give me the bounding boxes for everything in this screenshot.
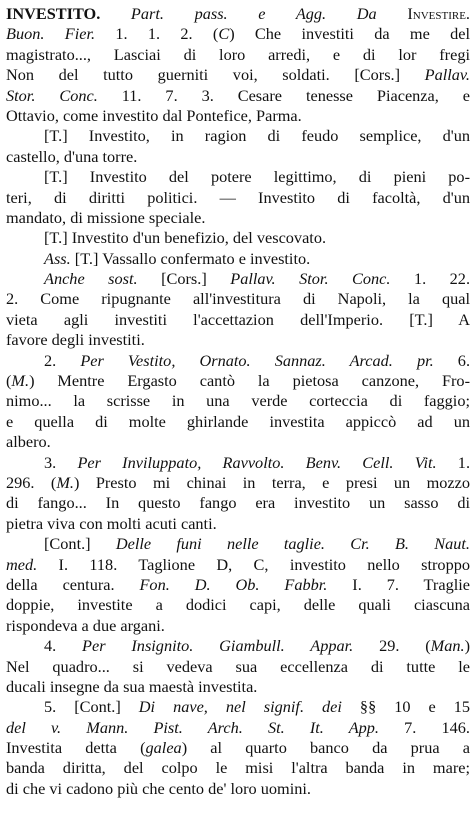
text-run: (: [6, 371, 12, 391]
entry-line: [6, 412, 470, 432]
entry-line: [6, 453, 470, 473]
citation-italic: Buon. Fier.: [6, 24, 96, 44]
headword: INVESTITO.: [6, 4, 101, 23]
text-run: 5. [Cont.]: [44, 697, 139, 717]
entry-line: [6, 249, 470, 269]
text-run: ) Mentre Ergasto cantò la pietosa canzone, Fro-: [29, 371, 470, 391]
text-run: 3.: [44, 452, 78, 472]
entry-line: [6, 575, 470, 595]
text-run: [Cors.]: [137, 269, 231, 289]
text-run: 2. Come ripugnante all'investitura di Napoli, la qual: [6, 289, 470, 309]
text-run: 2.: [44, 350, 81, 370]
text-run: nimo... la scrisse in una verde corteccia di faggio;: [6, 391, 470, 411]
entry-line: [6, 228, 470, 248]
entry-line: [6, 677, 470, 697]
citation-italic: C: [218, 24, 230, 44]
citation-italic: M.: [11, 371, 30, 391]
text-run: 1. 1. 2. (: [95, 24, 219, 44]
text-run: vieta agli investiti l'accettazion dell'Imperio. [T.] A: [6, 309, 470, 329]
entry-line: [6, 616, 470, 636]
citation-italic: Pallav. Stor. Conc.: [230, 269, 391, 289]
text-run: di che vi cadono più che cento de' loro uomini.: [6, 778, 311, 798]
text-run: [T.] Investito del potere legittimo, di pieni po-: [44, 167, 470, 187]
text-run: ducali insegne da sua maestà investita.: [6, 676, 258, 696]
entry-line: [6, 147, 470, 167]
text-run: banda diritta, del colpo le misi l'altra banda in mare;: [6, 758, 470, 778]
text-run: ) Che investiti da me del: [229, 24, 470, 44]
text-run: 1. 22.: [390, 269, 470, 289]
citation-italic: Per Inviluppato, Ravvolto. Benv. Cell. Vit.: [77, 452, 437, 472]
citation-italic: Delle funi nelle taglie. Cr. B. Naut.: [115, 534, 470, 554]
text-run: Non del tutto guerniti voi, soldati. [Cors.]: [6, 65, 425, 85]
text-run: castello, d'una torre.: [6, 146, 138, 166]
citation-italic: Fon. D. Ob. Fabbr.: [139, 574, 328, 594]
text-run: [T.] Investito d'un benefizio, del vescovato.: [44, 228, 327, 248]
entry-line: [6, 330, 470, 350]
text-run: ) al quarto banco da prua a: [181, 738, 470, 758]
text-run: 4.: [44, 636, 83, 656]
text-run: della centura.: [6, 574, 140, 594]
entry-line: [6, 65, 470, 85]
entry-line: [6, 371, 470, 391]
text-run: magistrato..., Lasciai di loro arredi, e di lor fregi: [6, 44, 470, 64]
text-run: albero.: [6, 432, 51, 452]
text-run: [100, 4, 131, 23]
citation-italic: galea: [145, 738, 182, 758]
text-run: [T.] Vassallo confermato e investito.: [70, 248, 311, 268]
citation-italic: Per Insignito. Giambull. Appar.: [82, 636, 354, 656]
entry-line: [6, 738, 470, 758]
citation-italic: Stor. Conc.: [6, 85, 98, 105]
text-run: 296. (: [6, 472, 57, 492]
citation-italic: del v. Mann. Pist. Arch. St. It. App.: [6, 717, 380, 737]
entry-line: [6, 718, 470, 738]
text-run: [T.] Investito, in ragion di feudo semplice, d'un: [44, 126, 470, 146]
citation-italic: Per Vestito, Ornato. Sannaz. Arcad. pr.: [80, 350, 434, 370]
citation-italic: Part. pass. e Agg. Da: [130, 4, 408, 23]
entry-line: [6, 534, 470, 554]
entry-line: [6, 126, 470, 146]
entry-line: [6, 391, 470, 411]
entry-line: [6, 208, 470, 228]
text-run: Investita detta (: [6, 738, 146, 758]
text-run: 29. (: [353, 636, 431, 656]
entry-line: [6, 473, 470, 493]
entry-line: [6, 24, 470, 44]
entry-line: [6, 758, 470, 778]
text-run: pietra viva con molti acuti canti.: [6, 513, 217, 533]
text-run: [Cont.]: [44, 534, 116, 554]
entry-line: [6, 167, 470, 187]
entry-line: [6, 493, 470, 513]
text-run: teri, di diritti politici. — Investito di facoltà, d'un: [6, 187, 470, 207]
text-run: rispondeva a due argani.: [6, 615, 165, 635]
text-run: 11. 7. 3. Cesare tenesse Piacenza, e: [97, 85, 470, 105]
entry-line: [6, 106, 470, 126]
text-run: Ottavio, come investito dal Pontefice, Parma.: [6, 105, 302, 125]
entry-line: [6, 657, 470, 677]
citation-italic: Man.: [430, 636, 465, 656]
citation-italic: med.: [6, 554, 38, 574]
entry-line: [6, 289, 470, 309]
text-run: favore degli investiti.: [6, 330, 145, 350]
text-run: 7. 146.: [379, 717, 470, 737]
citation-italic: M.: [56, 472, 74, 492]
entry-line: [6, 45, 470, 65]
entry-line: [6, 697, 470, 717]
entry-line: [6, 555, 470, 575]
text-run: mandato, di missione speciale.: [6, 207, 206, 227]
entry-line: [6, 86, 470, 106]
entry-line: [6, 432, 470, 452]
citation-italic: Anche sost.: [44, 269, 138, 289]
text-run: 1.: [436, 452, 470, 472]
text-run: .: [465, 4, 470, 23]
citation-italic: Ass.: [44, 248, 71, 268]
text-run: ): [464, 636, 470, 656]
text-run: ) Presto mi chinai in terra, e presi un mozzo: [73, 472, 470, 492]
dictionary-entry: [6, 4, 470, 799]
small-caps-term: Investire: [407, 4, 466, 23]
text-run: e quella di molte ghirlande investita appiccò ad un: [6, 411, 470, 431]
entry-line: [6, 310, 470, 330]
text-run: doppie, investite a dodici capi, delle quali ciascuna: [6, 595, 470, 615]
entry-line: [6, 636, 470, 656]
citation-italic: Pallav.: [424, 65, 470, 85]
entry-line: [6, 779, 470, 799]
text-run: 6.: [433, 350, 470, 370]
entry-line: [6, 514, 470, 534]
text-run: di fango... In questo fango era investito un sasso di: [6, 493, 470, 513]
text-run: I. 7. Traglie: [327, 574, 470, 594]
entry-line: [6, 351, 470, 371]
entry-line: [6, 4, 470, 24]
entry-line: [6, 595, 470, 615]
text-run: I. 118. Taglione D, C, investito nello stroppo: [37, 554, 470, 574]
text-run: §§ 10 e 15: [341, 697, 470, 717]
citation-italic: Di nave, nel signif. dei: [138, 697, 342, 717]
entry-line: [6, 269, 470, 289]
text-run: Nel quadro... si vedeva sua eccellenza di tutte le: [6, 656, 470, 676]
entry-line: [6, 188, 470, 208]
